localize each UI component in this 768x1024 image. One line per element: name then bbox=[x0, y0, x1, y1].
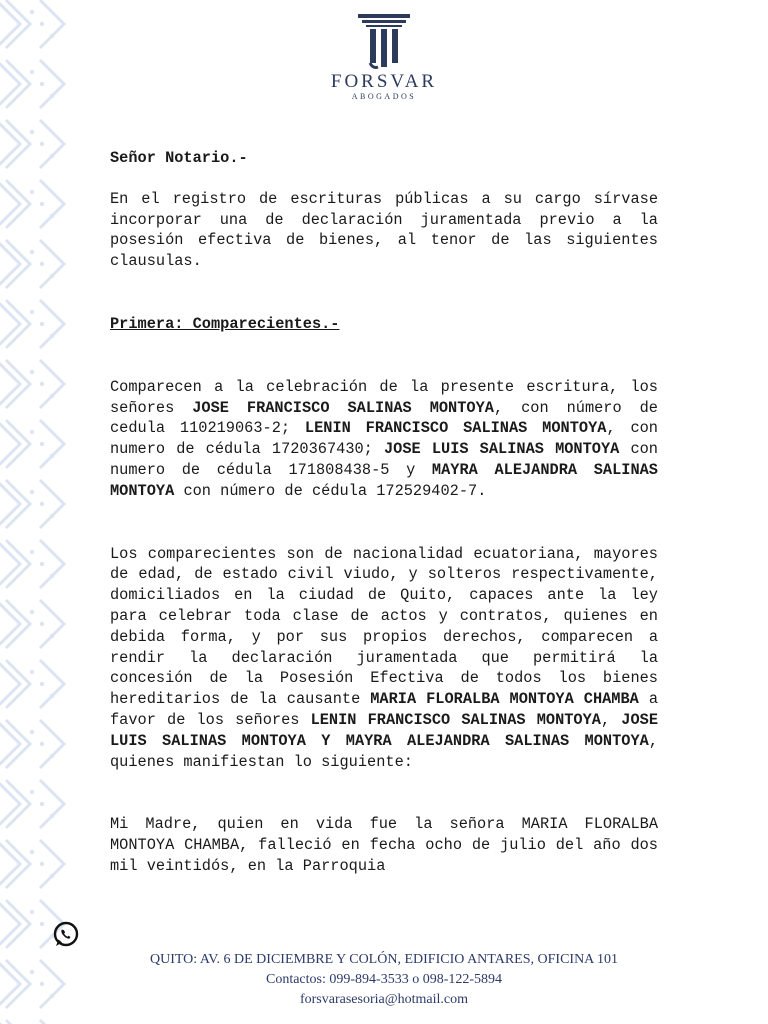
brand-subtitle: ABOGADOS bbox=[351, 92, 417, 101]
party-name: MAYRA ALEJANDRA SALINAS MONTOYA bbox=[110, 460, 658, 500]
paragraph-text: Comparecen a la celebración de la presente escritura, los señores bbox=[110, 377, 658, 417]
paragraph-text: con número de cédula 172529402-7. bbox=[174, 481, 487, 500]
columns-logo-icon bbox=[354, 12, 414, 70]
brand-name: FORSVAR bbox=[330, 71, 438, 92]
paragraph-text: , bbox=[600, 710, 622, 729]
party-name: LENIN FRANCISCO SALINAS MONTOYA bbox=[304, 419, 607, 438]
paragraph-text: con numero de cédula 171808438-5 y bbox=[110, 440, 658, 479]
paragraph-text: , quienes manifiestan lo siguiente: bbox=[110, 731, 658, 771]
side-decorative-pattern bbox=[0, 0, 72, 1024]
footer bbox=[0, 950, 768, 1010]
paragraph-text: a favor de los señores bbox=[110, 690, 659, 729]
whatsapp-icon[interactable] bbox=[52, 921, 80, 949]
forsvar-logo bbox=[322, 12, 446, 102]
footer-contacts: Contactos: 099-894-3533 o 098-122-5894 bbox=[265, 972, 503, 987]
paragraph-text: , con numero de cédula 1720367430; bbox=[110, 419, 658, 459]
document-body bbox=[110, 148, 658, 877]
paragraph-text: , con número de cedula 110219063-2; bbox=[110, 398, 658, 438]
death-paragraph: Mi Madre, quien en vida fue la señora MARIA FLORALBA MONTOYA CHAMBA, falleció en fecha ocho de julio del año dos mil veintidós, en la Parroquia bbox=[110, 815, 658, 875]
deceased-name: MARIA FLORALBA MONTOYA CHAMBA bbox=[370, 690, 639, 709]
salutation: Señor Notario.- bbox=[110, 149, 248, 167]
party-name: JOSE LUIS SALINAS MONTOYA Y MAYRA ALEJANDRA SALINAS MONTOYA bbox=[110, 710, 658, 750]
party-name: JOSE FRANCISCO SALINAS MONTOYA bbox=[192, 398, 494, 417]
party-name: JOSE LUIS SALINAS MONTOYA bbox=[384, 440, 620, 459]
intro-paragraph: En el registro de escrituras públicas a su cargo sírvase incorporar una de declaración juramentada previo a la posesión efectiva de bienes, al tenor de las siguientes clausulas. bbox=[110, 189, 658, 271]
footer-address: QUITO: AV. 6 DE DICIEMBRE Y COLÓN, EDIFICIO ANTARES, OFICINA 101 bbox=[149, 952, 619, 967]
comparecientes-paragraph bbox=[110, 377, 658, 502]
nationality-paragraph bbox=[110, 544, 658, 773]
section-title: Primera: Comparecientes.- bbox=[110, 314, 340, 333]
footer-email[interactable]: forsvarasesoria@hotmail.com bbox=[299, 992, 468, 1007]
paragraph-text: Los comparecientes son de nacionalidad ecuatoriana, mayores de edad, de estado civil viudo, y solteros respectivamente, domiciliados en la ciudad de Quito, capaces ante la ley para celebrar toda clase de actos y contratos, quienes en debida forma, y por sus propios derechos, comparecen a rendir la declaración juramentada que permitirá la concesión de la Posesión Efectiva de todos los bienes hereditarios de la causante bbox=[110, 544, 658, 709]
party-name: LENIN FRANCISCO SALINAS MONTOYA bbox=[310, 710, 601, 729]
